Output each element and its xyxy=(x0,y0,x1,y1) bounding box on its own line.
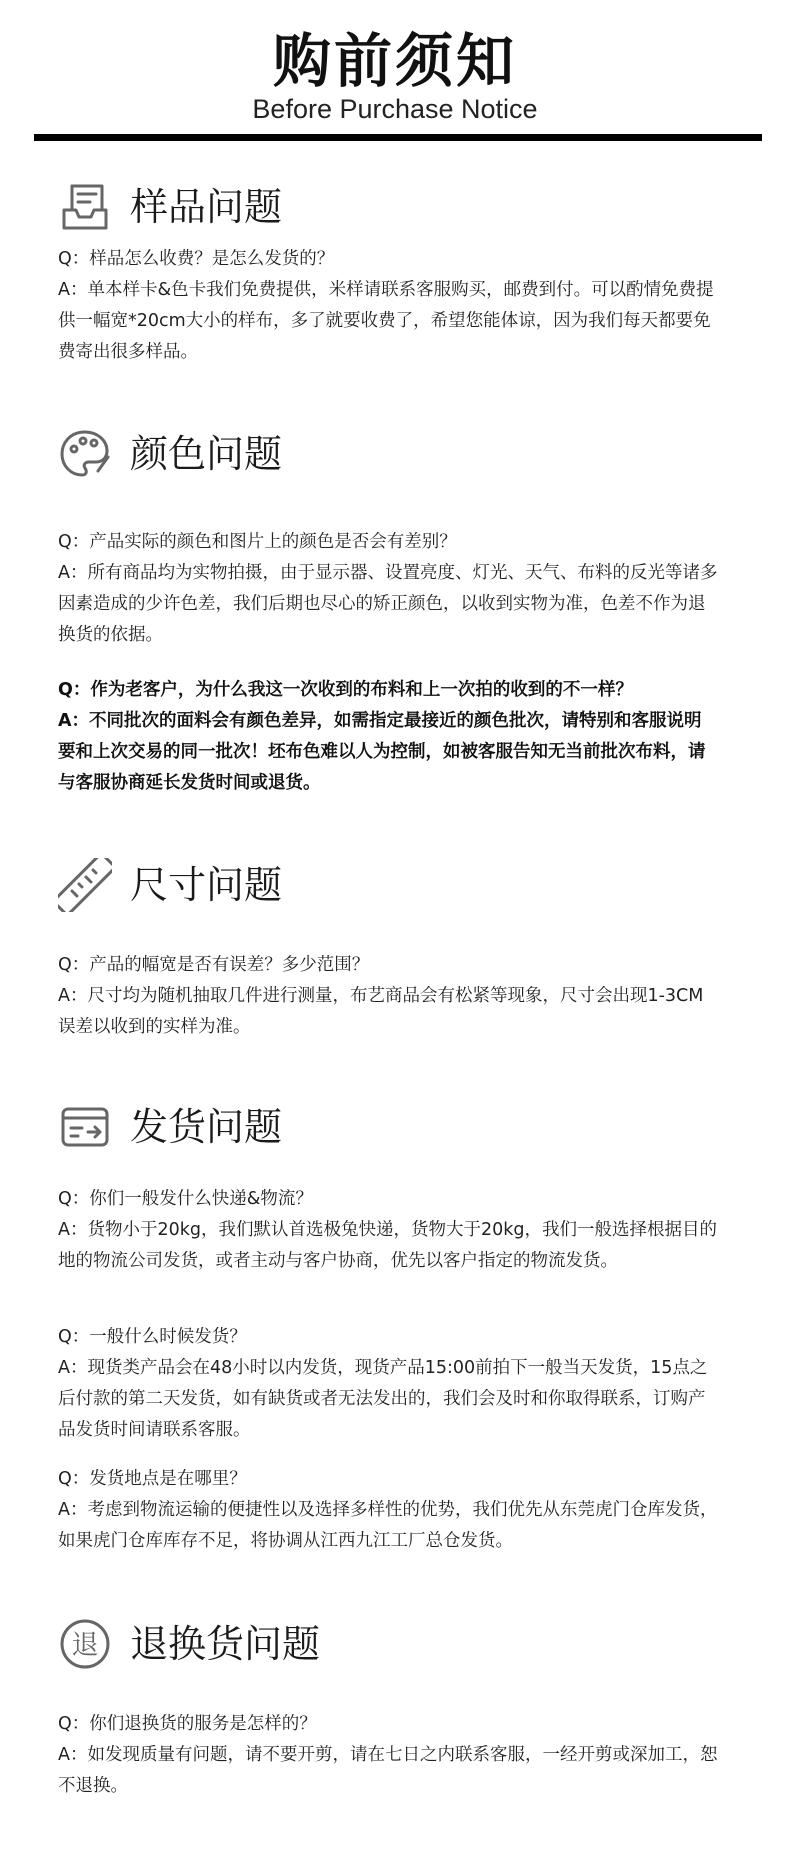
qa-item xyxy=(58,1709,718,1802)
answer-text: A：现货类产品会在48小时以内发货，现货产品15:00前拍下一般当天发货，15点之后付款的第二天发货，如有缺货或者无法发出的，我们会及时和你取得联系，订购产品发货时间请联系客服。 xyxy=(58,1358,708,1440)
question-text: Q：发货地点是在哪里？ xyxy=(58,1469,247,1489)
answer-text: A：所有商品均为实物拍摄，由于显示器、设置亮度、灯光、天气、布料的反光等诸多因素造成的少许色差，我们后期也尽心的矫正颜色，以收到实物为准，色差不作为退换货的依据。 xyxy=(58,563,718,645)
question-text: Q：产品实际的颜色和图片上的颜色是否会有差别？ xyxy=(58,532,457,552)
qa-item xyxy=(58,1184,718,1277)
qa-item xyxy=(58,1464,718,1557)
palette-icon xyxy=(58,427,112,481)
sample-tray-icon xyxy=(58,180,112,234)
return-badge-icon xyxy=(58,1617,112,1671)
question-text: Q：样品怎么收费？是怎么发货的？ xyxy=(58,249,335,269)
section-title: 尺寸问题 xyxy=(130,863,283,907)
page-subtitle: Before Purchase Notice xyxy=(252,94,538,124)
section-title: 退换货问题 xyxy=(130,1622,321,1666)
ruler-icon xyxy=(58,858,112,912)
answer-text: A：货物小于20kg，我们默认首选极兔快递，货物大于20kg，我们一般选择根据目的地的物流公司发货，或者主动与客户协商，优先以客户指定的物流发货。 xyxy=(58,1220,717,1271)
answer-text: A：尺寸均为随机抽取几件进行测量，布艺商品会有松紧等现象，尺寸会出现1-3CM误差以收到的实样为准。 xyxy=(58,986,704,1037)
header-divider xyxy=(34,134,762,141)
qa-item xyxy=(58,1322,718,1446)
section-title: 发货问题 xyxy=(130,1105,283,1149)
answer-text: A：如发现质量有问题，请不要开剪，请在七日之内联系客服，一经开剪或深加工，恕不退换。 xyxy=(58,1745,718,1796)
svg-text:退: 退 xyxy=(71,1630,99,1661)
qa-item xyxy=(58,244,718,368)
answer-text: A：不同批次的面料会有颜色差异，如需指定最接近的颜色批次，请特别和客服说明要和上次交易的同一批次！坯布色难以人为控制，如被客服告知无当前批次布料，请与客服协商延长发货时间或退货。 xyxy=(58,711,706,793)
section-title: 样品问题 xyxy=(130,185,283,229)
question-text: Q：你们退换货的服务是怎样的？ xyxy=(58,1714,317,1734)
question-text: Q：作为老客户，为什么我这一次收到的布料和上一次拍的收到的不一样？ xyxy=(58,680,633,700)
qa-item xyxy=(58,527,718,651)
page-title: 购前须知 xyxy=(272,27,517,95)
question-text: Q：一般什么时候发货？ xyxy=(58,1327,247,1347)
answer-text: A：单本样卡&色卡我们免费提供，米样请联系客服购买，邮费到付。可以酌情免费提供一幅宽*20cm大小的样布，多了就要收费了，希望您能体谅，因为我们每天都要免费寄出很多样品。 xyxy=(58,280,714,362)
answer-text: A：考虑到物流运输的便捷性以及选择多样性的优势，我们优先从东莞虎门仓库发货，如果虎门仓库库存不足，将协调从江西九江工厂总仓发货。 xyxy=(58,1500,718,1551)
section-title: 颜色问题 xyxy=(130,432,283,476)
question-text: Q：你们一般发什么快递&物流？ xyxy=(58,1189,313,1209)
shipping-box-icon xyxy=(58,1100,112,1154)
qa-item-emphasized xyxy=(58,675,718,799)
question-text: Q：产品的幅宽是否有误差？多少范围？ xyxy=(58,955,370,975)
qa-item xyxy=(58,950,718,1043)
